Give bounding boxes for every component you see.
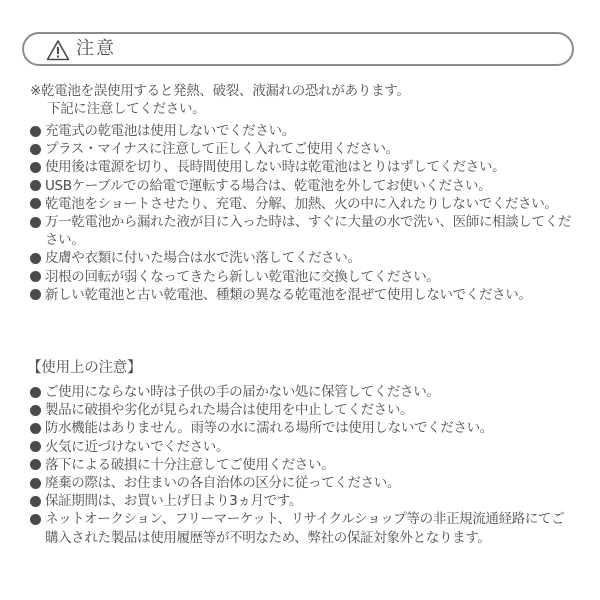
list-item-text: 新しい乾電池と古い乾電池、種類の異なる乾電池を混ぜて使用しないでください。 xyxy=(45,286,532,303)
bullet-icon xyxy=(30,126,41,137)
list-item xyxy=(28,383,576,401)
list-item-text: 落下による破損に十分注意してご使用ください。 xyxy=(45,456,335,473)
bullet-icon xyxy=(30,144,41,155)
list-item xyxy=(28,268,576,286)
bullet-icon xyxy=(30,180,41,191)
warning-triangle-icon xyxy=(46,39,70,61)
list-item xyxy=(28,249,576,267)
battery-notes-list xyxy=(28,122,576,304)
list-item xyxy=(28,177,576,195)
bullet-icon xyxy=(30,496,41,507)
bullet-icon xyxy=(30,441,41,452)
list-item-text: 乾電池をショートさせたり、充電、分解、加熱、火の中に入れたりしないでください。 xyxy=(45,195,558,212)
list-item-text: 防水機能はありません。雨等の水に濡れる場所では使用しないでください。 xyxy=(45,420,493,437)
battery-intro xyxy=(30,82,580,118)
bullet-icon xyxy=(30,289,41,300)
caution-header xyxy=(22,32,574,66)
list-item-text: ご使用にならない時は子供の手の届かない処に保管してください。 xyxy=(45,384,440,400)
bullet-icon xyxy=(30,514,41,525)
list-item xyxy=(28,158,576,176)
bullet-icon xyxy=(30,459,41,470)
bullet-icon xyxy=(30,162,41,173)
list-item xyxy=(28,510,576,546)
bullet-icon xyxy=(30,271,41,282)
list-item-text: 廃棄の際は、お住まいの各自治体の区分に従ってください。 xyxy=(45,475,401,492)
bullet-icon xyxy=(30,423,41,434)
list-item xyxy=(28,456,576,474)
list-item-text: 製品に破損や劣化が見られた場合は使用を中止してください。 xyxy=(45,402,414,419)
bullet-icon xyxy=(30,478,41,489)
bullet-icon xyxy=(30,387,41,398)
list-item-text: 保証期間は、お買い上げ日より3ヵ月です。 xyxy=(45,493,303,510)
list-item xyxy=(28,401,576,419)
usage-section-heading: 【使用上の注意】 xyxy=(27,360,142,376)
list-item xyxy=(28,286,576,304)
list-item xyxy=(28,438,576,456)
list-item-text: USBケーブルでの給電で運転する場合は、乾電池を外してお使いください。 xyxy=(45,177,492,194)
usage-notes-list xyxy=(28,383,576,547)
list-item-text: 火気に近づけないでください。 xyxy=(45,438,230,455)
bullet-icon xyxy=(30,253,41,264)
list-item xyxy=(28,492,576,510)
list-item xyxy=(28,195,576,213)
list-item xyxy=(28,419,576,437)
bullet-icon xyxy=(30,217,41,228)
list-item xyxy=(28,140,576,158)
bullet-icon xyxy=(30,198,41,209)
list-item-text: 羽根の回転が弱くなってきたら新しい乾電池に交換してください。 xyxy=(45,268,440,285)
bullet-icon xyxy=(30,405,41,416)
list-item-text: 皮膚や衣類に付いた場合は水で洗い落してください。 xyxy=(45,250,361,267)
caution-title: 注意 xyxy=(76,38,116,59)
list-item-text: 使用後は電源を切り、長時間使用しない時は乾電池はとりはずしてください。 xyxy=(45,159,506,176)
intro-line-1: ※乾電池を誤使用すると発熱、破裂、液漏れの恐れがあります。 xyxy=(30,83,410,99)
list-item xyxy=(28,122,576,140)
list-item xyxy=(28,213,576,249)
list-item-text: ネットオークション、フリーマーケット、リサイクルショップ等の非正規流通経路にてご購入された製品は使用履歴等が不明なため、弊社の保証対象外となります。 xyxy=(45,511,565,546)
list-item-text: 万一乾電池から漏れた液が目に入った時は、すぐに大量の水で洗い、医師に相談してください。 xyxy=(45,214,571,249)
list-item-text: プラス・マイナスに注意して正しく入れてご使用ください。 xyxy=(45,141,399,158)
list-item-text: 充電式の乾電池は使用しないでください。 xyxy=(45,123,295,139)
intro-line-2: 下記に注意してください。 xyxy=(47,101,206,117)
list-item xyxy=(28,474,576,492)
